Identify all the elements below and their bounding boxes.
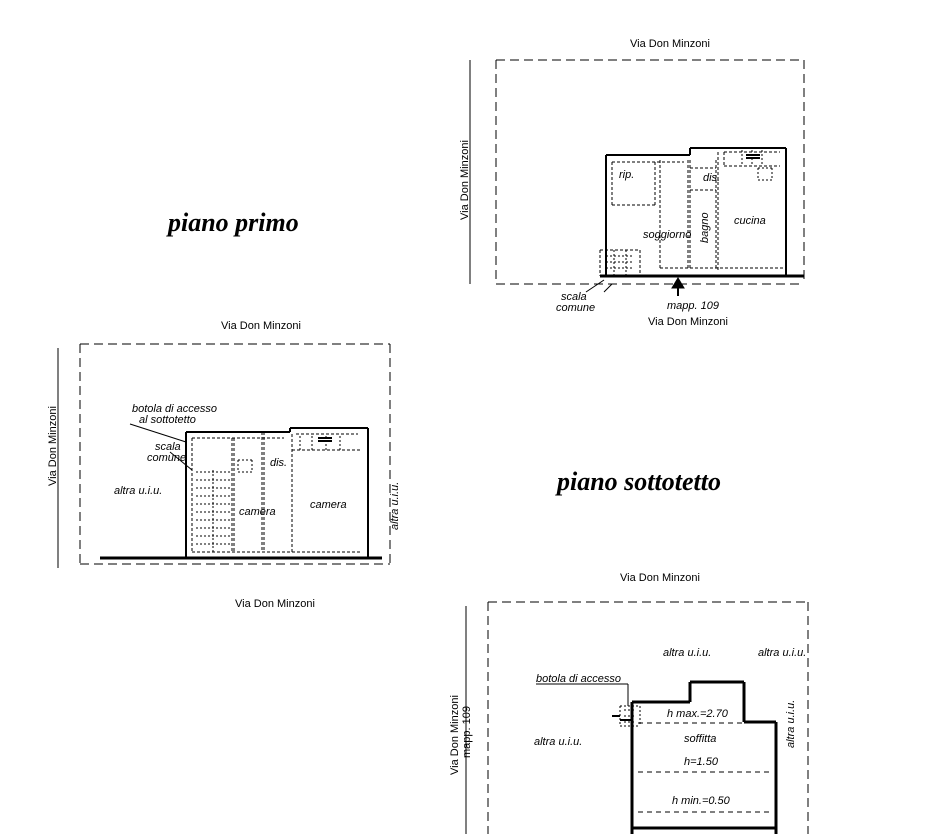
room-label-dis: dis. (703, 172, 721, 184)
annotation-al-sottotetto: al sottotetto (139, 414, 196, 426)
street-label-left-top: Via Don Minzoni (221, 320, 301, 332)
room-label-soggiorno: soggiorno (643, 229, 692, 241)
annotation-mapp-109: mapp. 109 (667, 300, 719, 312)
street-label-top-right-top: Via Don Minzoni (630, 38, 710, 50)
annotation-botola-di-accesso: botola di accesso (132, 403, 217, 415)
street-label-left-bottom: Via Don Minzoni (235, 598, 315, 610)
annotation-h-max: h max.=2.70 (667, 708, 728, 720)
annotation-scala: scala (561, 291, 587, 303)
annotation-h-min: h min.=0.50 (672, 795, 730, 807)
annotation-altra-uiu-left: altra u.i.u. (114, 485, 163, 497)
room-label-dis: dis. (270, 457, 288, 469)
street-label-left-left: Via Don Minzoni (47, 406, 59, 486)
annotation-botola-di-accesso: botola di accesso (536, 673, 621, 685)
room-label-rip: rip. (619, 169, 635, 181)
annotation-altra-uiu-right: altra u.i.u. (785, 699, 797, 748)
street-label-top-right-left: Via Don Minzoni (459, 140, 471, 220)
room-label-cucina: cucina (734, 215, 766, 227)
street-label-bottom-right-top: Via Don Minzoni (620, 572, 700, 584)
annotation-altra-uiu-top-2: altra u.i.u. (758, 647, 807, 659)
page-title-piano-sottotetto: piano sottotetto (557, 467, 721, 496)
annotation-comune: comune (556, 302, 596, 314)
street-label-bottom-right-left-1: Via Don Minzoni (449, 695, 461, 775)
annotation-altra-uiu-right: altra u.i.u. (389, 481, 401, 530)
annotation-altra-uiu-left: altra u.i.u. (534, 736, 583, 748)
page-title-piano-primo: piano primo (168, 208, 299, 237)
annotation-scala: scala (155, 441, 181, 453)
street-label-bottom-right-left-2: mapp. 109 (461, 706, 473, 758)
room-label-camera-2: camera (310, 499, 347, 511)
annotation-h-mid: h=1.50 (684, 756, 718, 768)
room-label-soffitta: soffitta (684, 733, 717, 745)
room-label-camera-1: camera (239, 506, 276, 518)
street-label-top-right-bottom: Via Don Minzoni (648, 316, 728, 328)
annotation-comune: comune (147, 452, 187, 464)
room-label-bagno: bagno (699, 212, 711, 243)
annotation-altra-uiu-top-1: altra u.i.u. (663, 647, 712, 659)
